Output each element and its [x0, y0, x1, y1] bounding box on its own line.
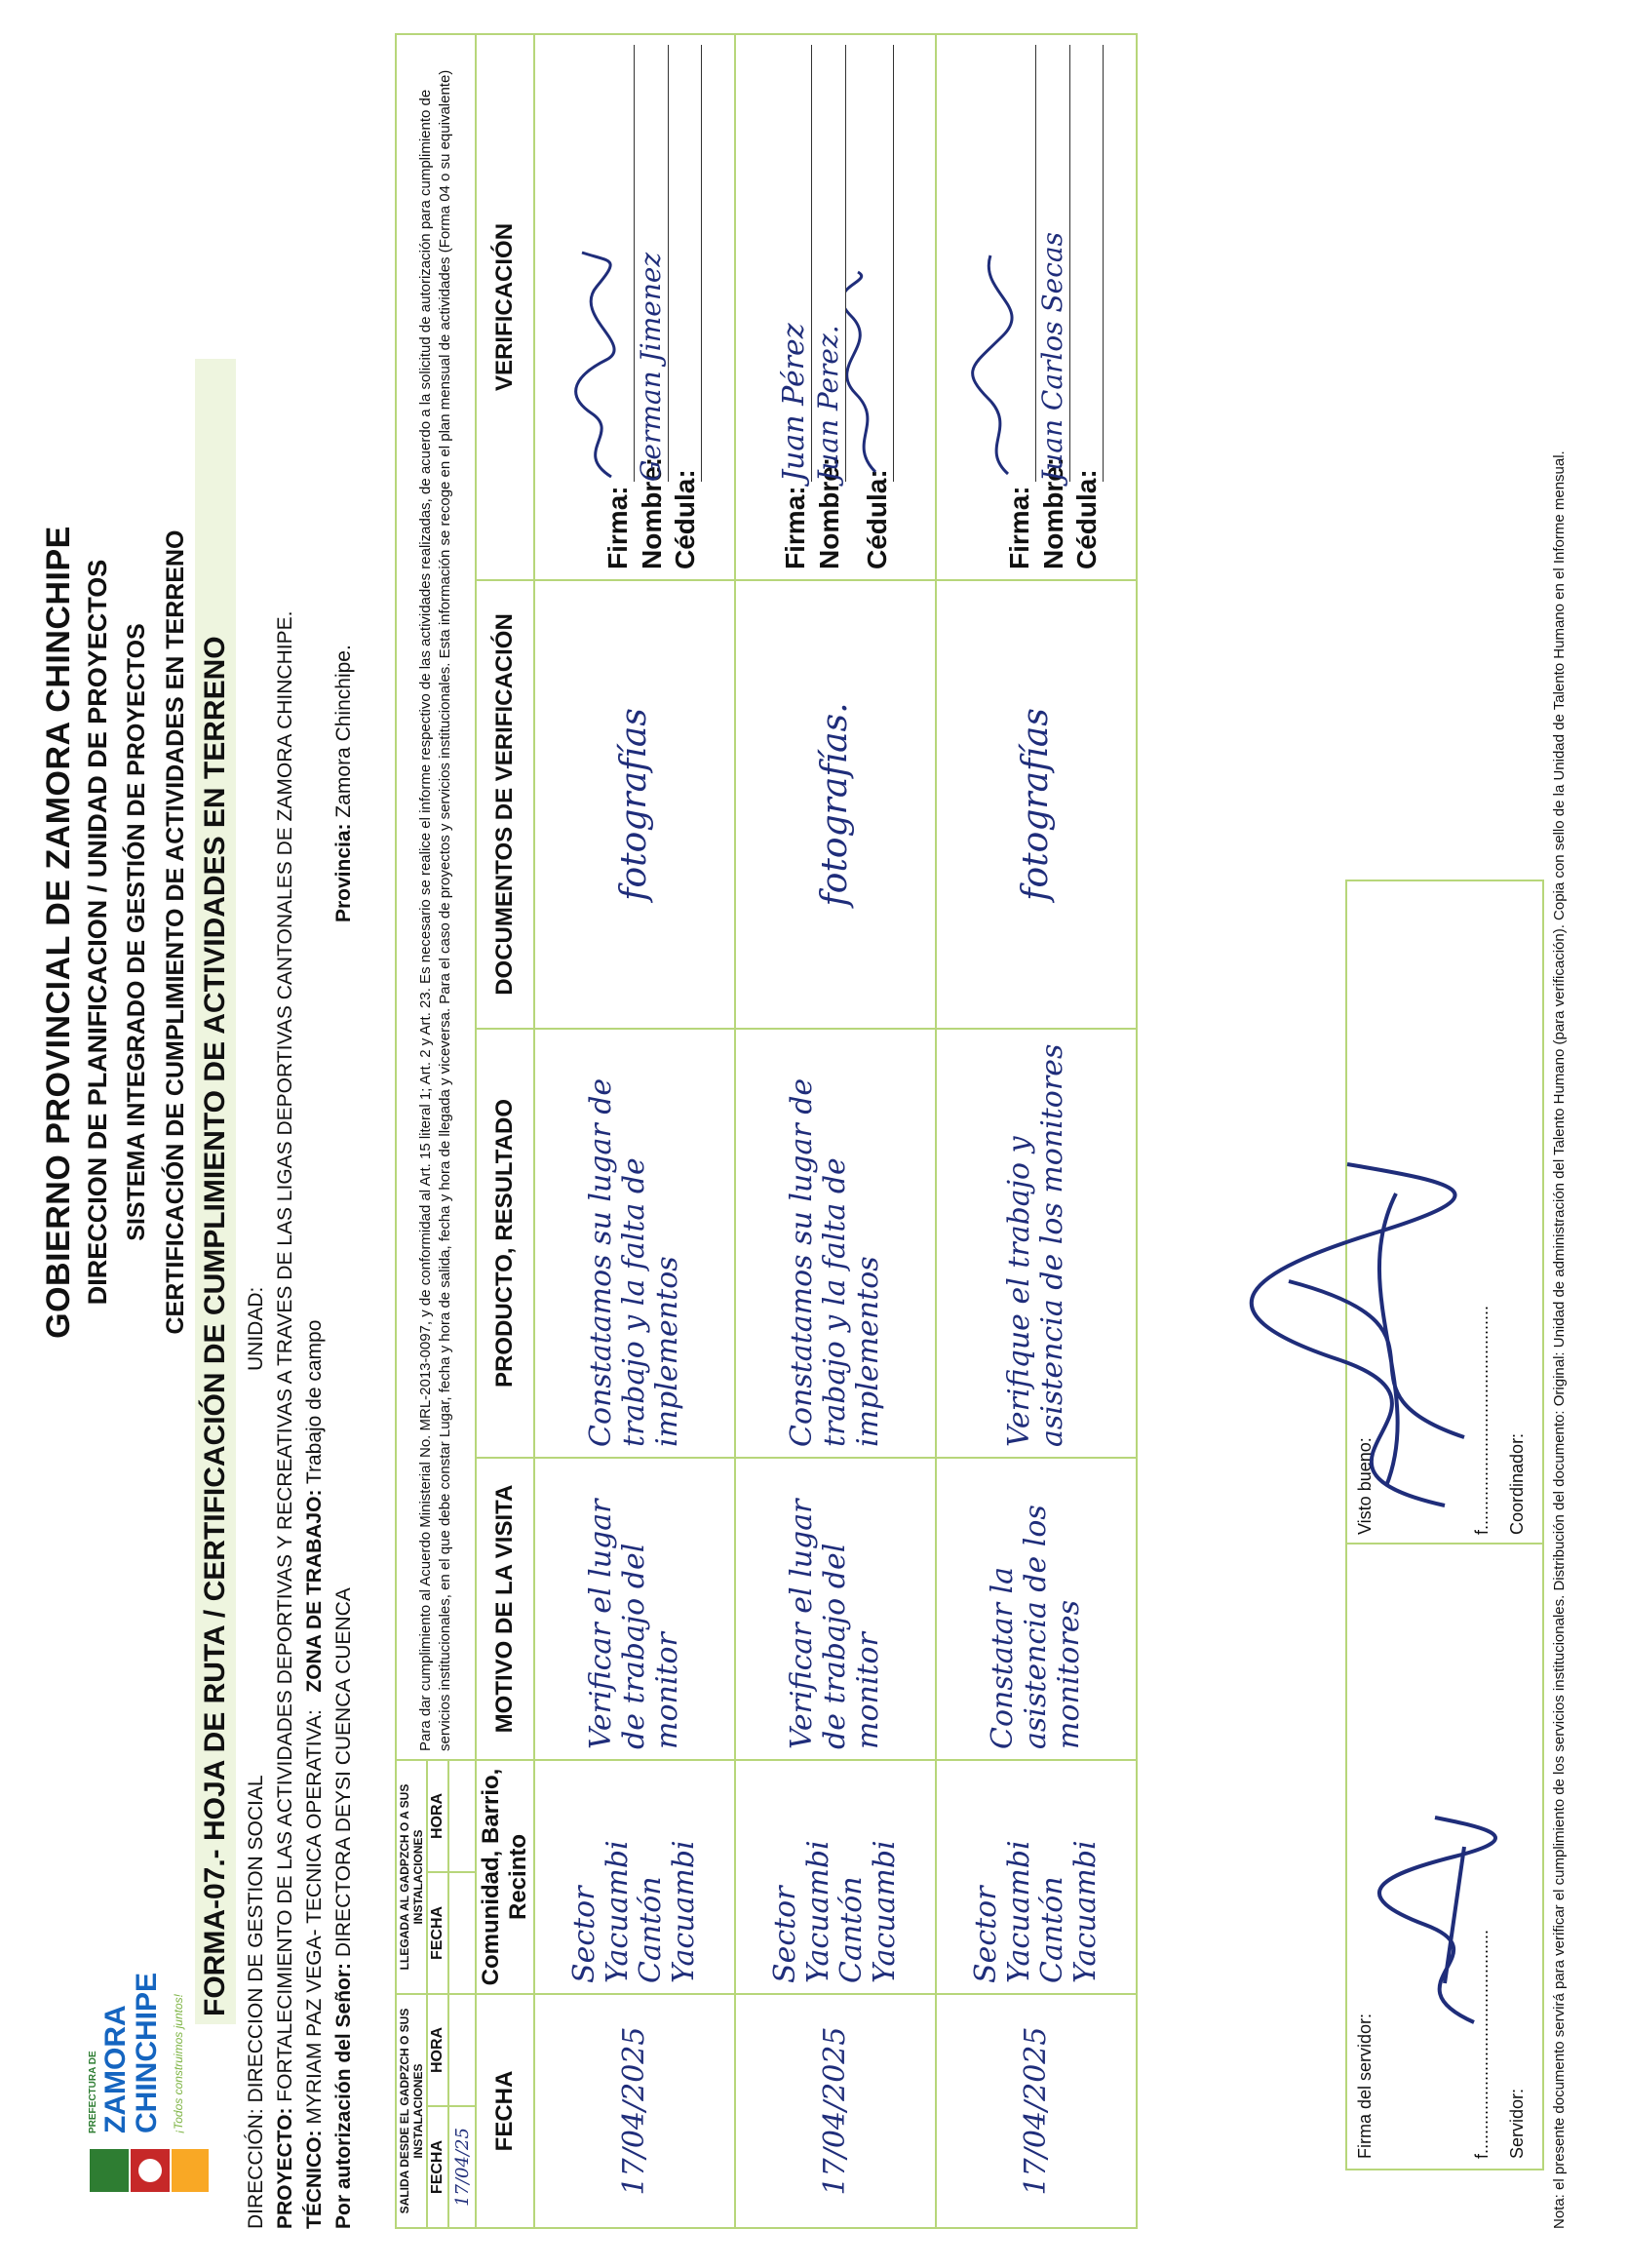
col-comunidad: Comunidad, Barrio, Recinto	[476, 1760, 534, 1994]
logo-main-1: ZAMORA	[99, 2005, 132, 2133]
row-verificacion	[534, 34, 735, 580]
regulation-note: Para dar cumplimiento al Acuerdo Ministerial No. MRL-2013-0097, y de conformidad al Art. 15 literal 1; Art. 2 y Art. 23. Es necesario se realice el informe respectivo de las actividades realizadas, de acuerdo a la solicitud de autorización para cumplimiento de servicios institucionales, en el que debe constar Lugar, fecha y hora de salida, fecha y hora de llegada y viceversa. Para el caso de proyectos y servicios institucionales. Esta información se recoge en el plan mensual de actividades (Forma 04 o su equivalente)	[396, 34, 476, 1760]
firma-label: Firma:	[602, 486, 633, 569]
llegada-head: LLEGADA AL GADPZCH O A SUS INSTALACIONES	[396, 1760, 427, 1994]
direccion-value: DIRECCION DE GESTION SOCIAL	[245, 1775, 267, 2103]
tecnico-label: TÉCNICO:	[303, 2130, 326, 2229]
autorizacion-label: Por autorización del Señor:	[332, 1962, 355, 2229]
org-line-3: SISTEMA INTEGRADO DE GESTIÓN DE PROYECTOS	[123, 623, 150, 1241]
nombre-value: German Jimenez	[635, 45, 669, 482]
col-producto: PRODUCTO, RESULTADO	[476, 1029, 534, 1458]
salida-hora-value	[448, 1994, 476, 2106]
col-motivo: MOTIVO DE LA VISITA	[476, 1458, 534, 1760]
servidor-label: Servidor:	[1507, 2088, 1527, 2159]
column-header-row	[476, 34, 534, 2228]
proyecto-value: FORTALECIMIENTO DE LAS ACTIVIDADES DEPORTIVAS Y RECREATIVAS A TRAVES DE LAS LIGAS DEPORTIVAS CANTONALES DE ZAMORA CHINCHIPE.	[274, 610, 296, 2102]
llegada-hora-head: HORA	[427, 1760, 448, 1872]
document-meta	[242, 611, 359, 2229]
nombre-value: Juan Carlos Secas	[1036, 45, 1070, 482]
unidad-label: UNIDAD:	[245, 1286, 267, 1371]
handwritten-signature-icon	[567, 248, 626, 482]
handwritten-signature-icon	[846, 267, 885, 482]
row-documentos: fotografías.	[735, 580, 936, 1029]
autorizacion-value: DIRECTORA DEYSI CUENCA CUENCA	[332, 1587, 355, 1958]
logo-top-text: PREFECTURA DE	[88, 2051, 98, 2133]
logo-slogan: ¡Todos construimos juntos!	[172, 1994, 185, 2133]
salida-fecha-head: FECHA	[427, 2106, 448, 2228]
org-line-4: CERTIFICACIÓN DE CUMPLIMIENTO DE ACTIVIDADES EN TERRENO	[162, 529, 189, 1335]
nombre-value: Juan Perez.	[812, 45, 846, 482]
col-documentos: DOCUMENTOS DE VERIFICACIÓN	[476, 580, 534, 1029]
col-fecha: FECHA	[476, 1994, 534, 2228]
firma-label: Firma:	[779, 486, 810, 569]
row-comunidad: Sector Yacuambi Cantón Yacuambi	[735, 1760, 936, 1994]
llegada-fecha-head: FECHA	[427, 1872, 448, 1994]
row-motivo: Verificar el lugar de trabajo del monitor	[534, 1458, 735, 1760]
salida-head: SALIDA DESDE EL GADPZCH O SUS INSTALACIONES	[396, 1994, 427, 2228]
row-comunidad: Sector Yacuambi Cantón Yacuambi	[534, 1760, 735, 1994]
llegada-fecha-value	[448, 1872, 476, 1994]
nombre-label: Nombre:	[637, 456, 667, 569]
form-title: FORMA-07.- HOJA DE RUTA / CERTIFICACIÓN DE CUMPLIMIENTO DE ACTIVIDADES EN TERRENO	[195, 359, 236, 2024]
cedula-label: Cédula:	[670, 469, 700, 569]
servidor-signature-area	[1347, 1543, 1542, 2169]
organization-heading	[39, 103, 195, 1761]
provincia-value: Zamora Chinchipe.	[332, 645, 355, 818]
proyecto-label: PROYECTO:	[274, 2107, 296, 2229]
salida-fecha-value: 17/04/25	[448, 2106, 476, 2228]
signature-box	[1345, 880, 1544, 2170]
table-row	[936, 34, 1137, 2228]
salida-hora-head: HORA	[427, 1994, 448, 2106]
cedula-label: Cédula:	[1071, 469, 1102, 569]
row-fecha: 17/04/2025	[534, 1994, 735, 2228]
servidor-f-line: f..............................................	[1472, 1929, 1492, 2159]
cedula-label: Cédula:	[861, 469, 892, 569]
handwritten-signature-icon	[969, 248, 1027, 482]
tecnico-row	[300, 611, 329, 2229]
org-line-2: DIRECCION DE PLANIFICACION / UNIDAD DE PROYECTOS	[83, 559, 112, 1306]
table-row	[534, 34, 735, 2228]
row-producto: Constatamos su lugar de trabajo y la falta de implementos	[534, 1029, 735, 1458]
cedula-value	[1077, 45, 1104, 482]
nombre-label: Nombre:	[1038, 456, 1068, 569]
coordinador-label: Coordinador:	[1507, 1432, 1527, 1535]
proyecto-row	[271, 611, 300, 2229]
firma-value: Juan Pérez	[778, 45, 812, 482]
row-verificacion	[735, 34, 936, 580]
visto-bueno-label: Visto bueno:	[1355, 1437, 1375, 1535]
provincia-label: Provincia:	[332, 823, 355, 922]
row-documentos: fotografías	[534, 580, 735, 1029]
logo-main-2: CHINCHIPE	[131, 1972, 163, 2133]
table-row	[735, 34, 936, 2228]
cedula-value	[846, 45, 894, 482]
logo-emblem-icon	[86, 2141, 213, 2200]
direccion-row	[242, 611, 271, 2229]
row-producto: Constatamos su lugar de trabajo y la falta de implementos	[735, 1029, 936, 1458]
firma-value	[969, 45, 1036, 482]
direccion-label: DIRECCIÓN:	[245, 2108, 267, 2229]
row-fecha: 17/04/2025	[936, 1994, 1137, 2228]
zona-label: ZONA DE TRABAJO:	[303, 1489, 326, 1693]
llegada-hora-value	[448, 1760, 476, 1872]
row-motivo: Verificar el lugar de trabajo del monitor	[735, 1458, 936, 1760]
firma-servidor-label: Firma del servidor:	[1355, 2013, 1375, 2159]
route-sheet-table	[395, 33, 1138, 2229]
firma-value	[567, 45, 635, 482]
provincia-row	[329, 645, 359, 922]
col-verificacion: VERIFICACIÓN	[476, 34, 534, 580]
cedula-value	[676, 45, 702, 482]
row-producto: Verifique el trabajo y asistencia de los monitores	[936, 1029, 1137, 1458]
row-comunidad: Sector Yacuambi Cantón Yacuambi	[936, 1760, 1137, 1994]
row-fecha: 17/04/2025	[735, 1994, 936, 2228]
tecnico-value: MYRIAM PAZ VEGA- TECNICA OPERATIVA:	[303, 1709, 326, 2125]
departure-arrival-head-row	[396, 34, 427, 2228]
coordinador-f-line: f..............................................	[1472, 1305, 1492, 1535]
row-verificacion	[936, 34, 1137, 580]
zona-value: Trabajo de campo	[303, 1319, 326, 1485]
coordinador-signature-icon	[1230, 1154, 1513, 1525]
footnote: Nota: el presente documento servirá para verificar el cumplimiento de los servicios institucionales. Distribución del documento: Original: Unidad de administración del Talento Humano (para verificación). Copia con sello de la Unidad de Talento Humano en el Informe mensual.	[1551, 450, 1568, 2229]
row-documentos: fotografías	[936, 580, 1137, 1029]
prefectura-logo	[76, 1972, 222, 2200]
row-motivo: Constatar la asistencia de los monitores	[936, 1458, 1137, 1760]
org-line-1: GOBIERNO PROVINCIAL DE ZAMORA CHINCHIPE	[40, 526, 77, 1339]
coordinador-signature-area	[1347, 881, 1542, 1545]
nombre-label: Nombre:	[813, 456, 844, 569]
firma-label: Firma:	[1004, 486, 1034, 569]
